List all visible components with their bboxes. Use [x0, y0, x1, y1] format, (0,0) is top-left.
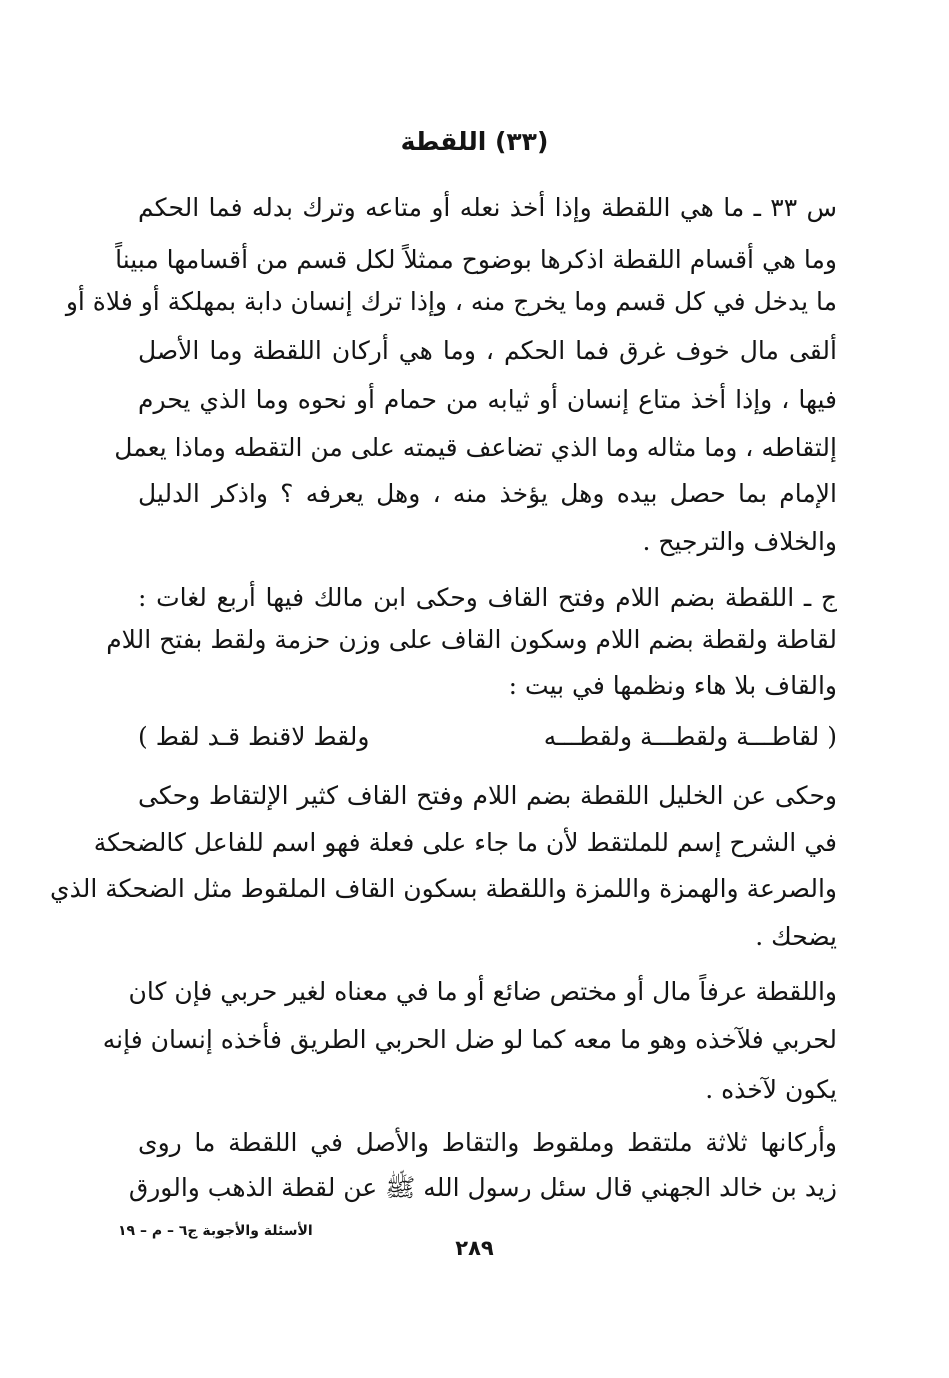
definition-line: يكون لآخذه . — [705, 1075, 837, 1104]
khalil-line: يضحك . — [755, 922, 837, 951]
question-line: إلتقاطه ، وما مثاله وما الذي تضاعف قيمته على من التقطه وماذا يعمل — [114, 433, 837, 462]
question-line: ألقى مال خوف غرق فما الحكم ، وما هي أركان اللقطة وما الأصل — [138, 336, 837, 365]
khalil-line: في الشرح إسم للملتقط لأن ما جاء على فعلة فهو اسم للفاعل كالضحكة — [93, 828, 837, 857]
verse-second-hemistich: ولقط لاقنط قـد لقط ) — [138, 722, 370, 751]
question-line: س ٣٣ ـ ما هي اللقطة وإذا أخذ نعله أو متاعه وترك بدله فما الحكم — [138, 193, 837, 222]
book-reference: الأسئلة والأجوبة ج٦ – م – ١٩ — [118, 1223, 313, 1239]
question-line: ما يدخل في كل قسم وما يخرج منه ، وإذا ترك إنسان دابة بمهلكة أو فلاة أو — [65, 287, 837, 316]
chapter-title: (٣٣) اللقطة — [400, 127, 549, 156]
question-line: الإمام بما حصل بيده وهل يؤخذ منه ، وهل يعرفه ؟ واذكر الدليل — [138, 479, 837, 508]
page-number: ٢٨٩ — [455, 1236, 494, 1260]
definition-line: واللقطة عرفاً مال أو مختص ضائع أو ما في معناه لغير حربي فإن كان — [128, 977, 837, 1006]
answer-line: لقاطة ولقطة بضم اللام وسكون القاف على وزن حزمة ولقط بفتح اللام — [106, 625, 837, 654]
answer-line: والقاف بلا هاء ونظمها في بيت : — [508, 671, 837, 700]
question-line: والخلاف والترجيح . — [642, 527, 837, 556]
verse-first-hemistich: ( لقاطـــة ولقطـــة ولقطـــه — [543, 722, 837, 751]
answer-line: ج ـ اللقطة بضم اللام وفتح القاف وحكى ابن مالك فيها أربع لغات : — [138, 583, 837, 612]
question-line: فيها ، وإذا أخذ متاع إنسان أو ثيابه من حمام أو نحوه وما الذي يحرم — [138, 385, 837, 414]
khalil-line: والصرعة والهمزة واللمزة واللقطة بسكون القاف الملقوط مثل الضحكة الذي — [50, 874, 837, 903]
pillars-line: وأركانها ثلاثة ملتقط وملقوط والتقاط والأصل في اللقطة ما روى — [138, 1128, 837, 1157]
poetic-verse — [138, 717, 837, 757]
pillars-line: زيد بن خالد الجهني قال سئل رسول الله ﷺ عن لقطة الذهب والورق — [128, 1173, 837, 1202]
definition-line: لحربي فلآخذه وهو ما معه كما لو ضل الحربي الطريق فأخذه إنسان فإنه — [102, 1025, 837, 1054]
question-line: وما هي أقسام اللقطة اذكرها بوضوح ممثلاً لكل قسم من أقسامها مبيناً — [115, 245, 837, 274]
khalil-line: وحكى عن الخليل اللقطة بضم اللام وفتح القاف كثير الإلتقاط وحكى — [138, 781, 837, 810]
